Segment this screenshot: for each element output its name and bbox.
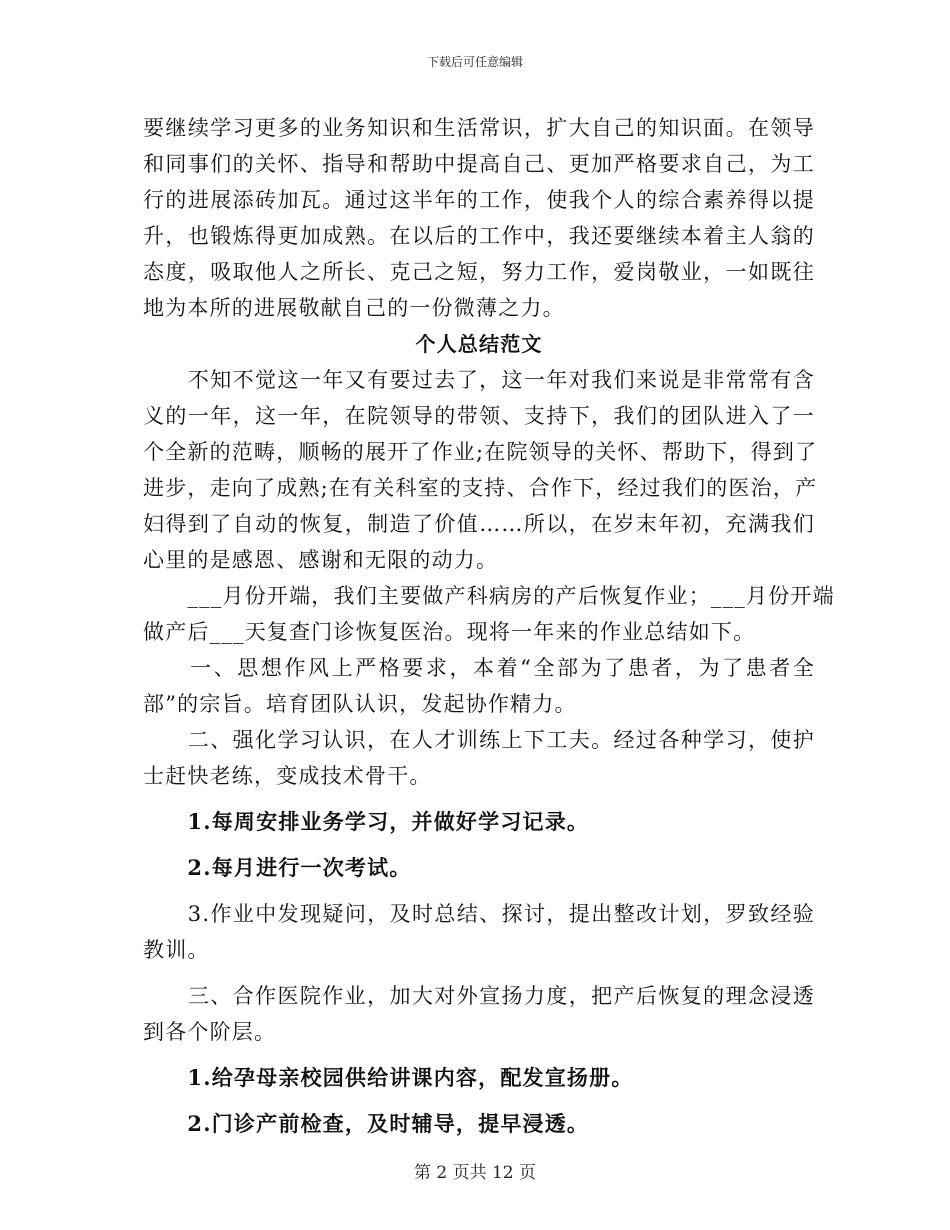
paragraph-line: ___月份开端，我们主要做产科病房的产后恢复作业；___月份开端	[143, 584, 835, 608]
paragraph-line: 3.作业中发现疑问，及时总结、探讨，提出整改计划，罗致经验	[143, 902, 815, 926]
list-item: 2.门诊产前检查，及时辅导，提早浸透。	[143, 1111, 590, 1136]
paragraph-line: 做产后___天复查门诊恢复医治。现将一年来的作业总结如下。	[143, 620, 756, 644]
paragraph-line: 义的一年，这一年，在院领导的带领、支持下，我们的团队进入了一	[143, 404, 815, 428]
paragraph-line: 进步，走向了成熟;在有关科室的支持、合作下，经过我们的医治，产	[143, 476, 818, 500]
list-item: 2.每月进行一次考试。	[143, 855, 412, 880]
paragraph-line: 升，也锻炼得更加成熟。在以后的工作中，我还要继续本着主人翁的	[143, 224, 815, 248]
page-header: 下载后可任意编辑	[426, 55, 523, 69]
paragraph-line: 行的进展添砖加瓦。通过这半年的工作，使我个人的综合素养得以提	[143, 188, 815, 212]
paragraph-line: 个全新的范畴，顺畅的展开了作业;在院领导的关怀、帮助下，得到了	[143, 440, 818, 464]
paragraph-line: 一、思想作风上严格要求，本着“全部为了患者，为了患者全	[143, 656, 815, 680]
paragraph-line: 心里的是感恩、感谢和无限的动力。	[143, 548, 499, 572]
list-item: 1.给孕母亲校园供给讲课内容，配发宣扬册。	[143, 1065, 634, 1090]
paragraph-line: 态度，吸取他人之所长、克己之短，努力工作，爱岗敬业，一如既往	[143, 260, 815, 284]
paragraph-line: 三、合作医院作业，加大对外宣扬力度，把产后恢复的理念浸透	[143, 984, 815, 1008]
paragraph-line: 到各个阶层。	[143, 1020, 277, 1044]
paragraph-line: 和同事们的关怀、指导和帮助中提高自己、更加严格要求自己，为工	[143, 152, 815, 176]
section-title: 个人总结范文	[415, 332, 543, 356]
paragraph-line: 不知不觉这一年又有要过去了，这一年对我们来说是非常常有含	[143, 368, 815, 392]
page-number: 第 2 页共 12 页	[413, 1163, 537, 1183]
paragraph-line: 二、强化学习认识，在人才训练上下工夫。经过各种学习，使护	[143, 728, 815, 752]
list-item: 1.每周安排业务学习，并做好学习记录。	[143, 809, 590, 834]
paragraph-line: 地为本所的进展敬献自己的一份微薄之力。	[143, 296, 565, 320]
paragraph-line: 部”的宗旨。培育团队认识，发起协作精力。	[143, 692, 577, 716]
paragraph-line: 士赶快老练，变成技术骨干。	[143, 764, 432, 788]
paragraph-line: 教训。	[143, 938, 210, 962]
document-body	[143, 110, 835, 1142]
paragraph-line: 妇得到了自动的恢复，制造了价值……所以，在岁末年初，充满我们	[143, 512, 815, 536]
paragraph-line: 要继续学习更多的业务知识和生活常识，扩大自己的知识面。在领导	[143, 116, 815, 140]
